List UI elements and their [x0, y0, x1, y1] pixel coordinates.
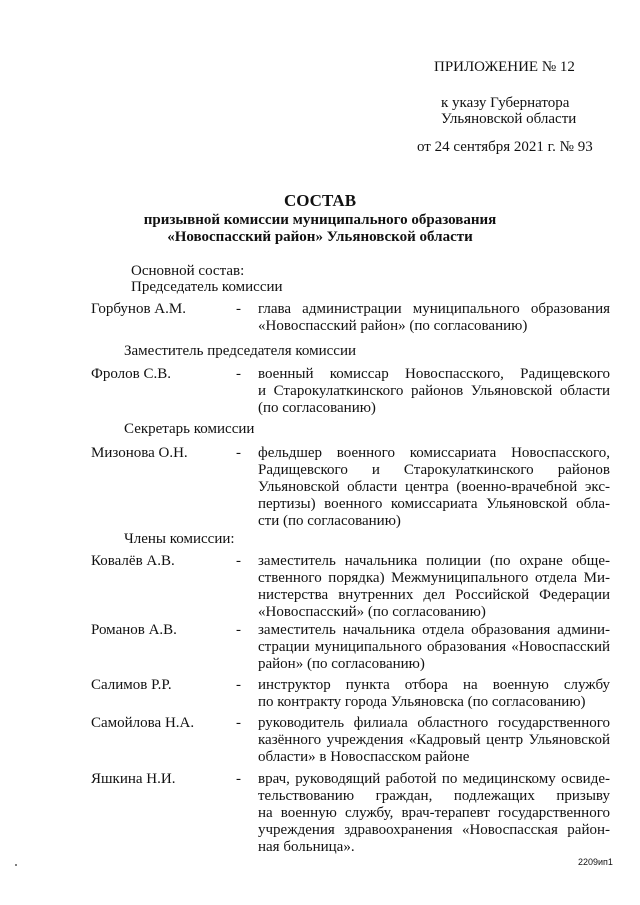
member-name: Яшкина Н.И.	[91, 771, 176, 787]
deputy-position-line: и Старокулаткинского районов Ульяновской области	[258, 383, 610, 399]
member-dash: -	[236, 622, 241, 638]
secretary-position-line: пертизы) военного комиссариата Ульяновской обла-	[258, 496, 610, 512]
secretary-position-line: сти (по согласованию)	[258, 513, 401, 529]
member-position-line: ственного порядка) Межмуниципального отдела Ми-	[258, 570, 610, 586]
chairman-section-title: Председатель комиссии	[131, 279, 283, 295]
main-composition-label: Основной состав:	[131, 263, 245, 279]
member-name: Салимов Р.Р.	[91, 677, 172, 693]
member-position-line: нистерства внутренних дел Российской Федерации	[258, 587, 610, 603]
document-title: СОСТАВ	[283, 191, 357, 210]
member-position-line: «Новоспасский» (по согласованию)	[258, 604, 486, 620]
member-name: Романов А.В.	[91, 622, 177, 638]
member-position	[258, 677, 610, 711]
member-position-line: руководитель филиала областного государственного	[258, 715, 610, 731]
chairman-position-line: «Новоспасский район» (по согласованию)	[258, 318, 528, 334]
deputy-section-title: Заместитель председателя комиссии	[124, 343, 357, 359]
chairman-position	[258, 301, 610, 335]
member-position	[258, 622, 610, 673]
member-dash: -	[236, 553, 241, 569]
deputy-position-line: военный комиссар Новоспасского, Радищевского	[258, 366, 610, 382]
secretary-position-line: фельдшер военного комиссариата Новоспасского,	[258, 445, 610, 461]
secretary-name: Мизонова О.Н.	[91, 445, 188, 461]
chairman-name: Горбунов А.М.	[91, 301, 186, 317]
member-position	[258, 553, 610, 621]
member-dash: -	[236, 771, 241, 787]
member-position-line: учреждения здравоохранения «Новоспасская район-	[258, 822, 610, 838]
member-dash: -	[236, 677, 241, 693]
appendix-number: ПРИЛОЖЕНИЕ № 12	[434, 59, 575, 75]
secretary-position-line: Радищевского и Старокулаткинского районов	[258, 462, 610, 478]
chairman-position-line: глава администрации муниципального образования	[258, 301, 610, 317]
member-position-line: заместитель начальника отдела образования админи-	[258, 622, 610, 638]
member-position-line: ная больница».	[258, 839, 355, 855]
member-position	[258, 771, 610, 856]
secretary-section-title: Секретарь комиссии	[124, 421, 255, 437]
members-label: Члены комиссии:	[124, 531, 235, 547]
member-dash: -	[236, 715, 241, 731]
secretary-position-line: Ульяновской области центра (военно-врачебной экс-	[258, 479, 610, 495]
chairman-dash: -	[236, 301, 241, 317]
member-position-line: по контракту города Ульяновска (по согласованию)	[258, 694, 586, 710]
title-subline-1: призывной комиссии муниципального образования	[143, 212, 497, 228]
member-position-line: заместитель начальника полиции (по охране обще-	[258, 553, 610, 569]
member-name: Ковалёв А.В.	[91, 553, 175, 569]
title-subline-2: «Новоспасский район» Ульяновской области	[167, 229, 473, 245]
member-position-line: врач, руководящий работой по медицинскому освиде-	[258, 771, 610, 787]
secretary-position	[258, 445, 610, 530]
member-position-line: инструктор пункта отбора на военную службу	[258, 677, 610, 693]
deputy-position	[258, 366, 610, 417]
scan-speck	[15, 864, 17, 866]
member-position-line: тельствованию граждан, подлежащих призыву	[258, 788, 610, 804]
member-position	[258, 715, 610, 766]
deputy-dash: -	[236, 366, 241, 382]
member-position-line: казённого учреждения «Кадровый центр Ульяновской	[258, 732, 610, 748]
deputy-name: Фролов С.В.	[91, 366, 171, 382]
deputy-position-line: (по согласованию)	[258, 400, 376, 416]
footer-code: 2209ип1	[578, 857, 613, 867]
member-name: Самойлова Н.А.	[91, 715, 195, 731]
decree-reference-line2: Ульяновской области	[441, 111, 577, 127]
member-position-line: район» (по согласованию)	[258, 656, 425, 672]
member-position-line: на военную службу, врач-терапевт государственного	[258, 805, 610, 821]
secretary-dash: -	[236, 445, 241, 461]
decree-reference-line1: к указу Губернатора	[441, 95, 570, 111]
member-position-line: области» в Новоспасском районе	[258, 749, 470, 765]
member-position-line: страции муниципального образования «Новоспасский	[258, 639, 610, 655]
decree-date: от 24 сентября 2021 г. № 93	[417, 139, 593, 155]
